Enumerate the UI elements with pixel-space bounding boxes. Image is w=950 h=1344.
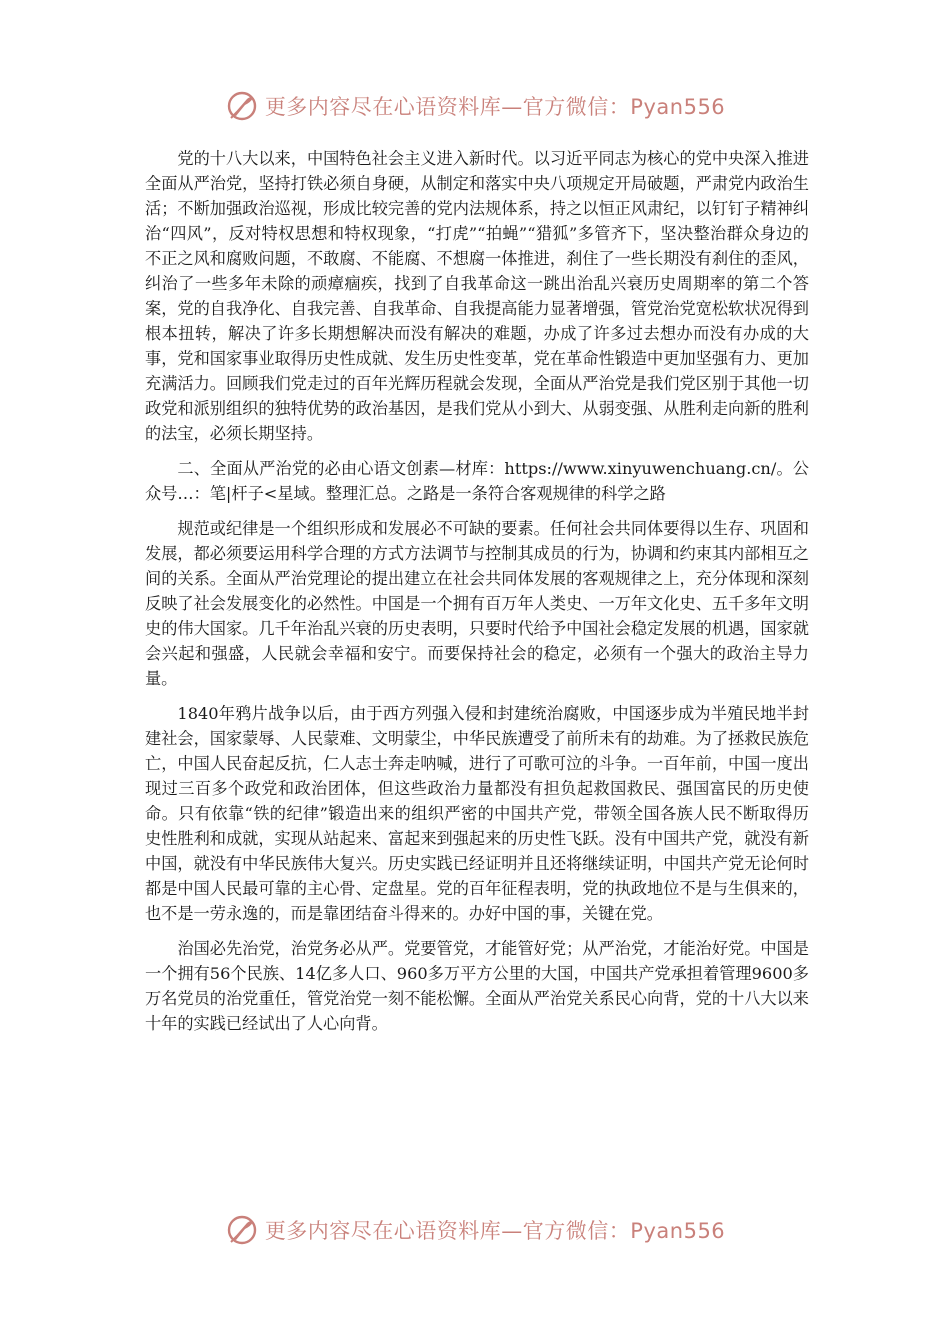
paragraph-2: 规范或纪律是一个组织形成和发展必不可缺的要素。任何社会共同体要得以生存、巩固和发展，都必须要运用科学合理的方式方法调节与控制其成员的行为，协调和约束其内部相互之间的关系。全面从严治党理论的提出建立在社会共同体发展的客观规律之上，充分体现和深刻反映了社会发展变化的必然性。中国是一个拥有百万年人类史、一万年文化史、五千多年文明史的伟大国家。几千年治乱兴衰的历史表明，只要时代给予中国社会稳定发展的机遇，国家就会兴起和强盛，人民就会幸福和安宁。而要保持社会的稳定，必须有一个强大的政治主导力量。 xyxy=(145,519,809,688)
quill-pen-logo-icon xyxy=(225,1213,259,1247)
banner-text: 更多内容尽在心语资料库—官方微信：Pyan556 xyxy=(264,95,726,119)
header-banner xyxy=(0,86,950,126)
banner-text: 更多内容尽在心语资料库—官方微信：Pyan556 xyxy=(264,1219,726,1243)
paragraph-1: 党的十八大以来，中国特色社会主义进入新时代。以习近平同志为核心的党中央深入推进全面从严治党，坚持打铁必须自身硬，从制定和落实中央八项规定开局破题，严肃党内政治生活；不断加强政治巡视，形成比较完善的党内法规体系，持之以恒正风肃纪，以钉钉子精神纠治“四风”，反对特权思想和特权现象，“打虎”“拍蝇”“猎狐”多管齐下，坚决整治群众身边的不正之风和腐败问题，不敢腐、不能腐、不想腐一体推进，刹住了一些长期没有刹住的歪风，纠治了一些多年未除的顽瘴痼疾，找到了自我革命这一跳出治乱兴衰历史周期率的第二个答案，党的自我净化、自我完善、自我革命、自我提高能力显著增强，管党治党宽松软状况得到根本扭转，解决了许多长期想解决而没有解决的难题，办成了许多过去想办而没有办成的大事，党和国家事业取得历史性成就、发生历史性变革，党在革命性锻造中更加坚强有力、更加充满活力。回顾我们党走过的百年光辉历程就会发现，全面从严治党是我们党区别于其他一切政党和派别组织的独特优势的政治基因，是我们党从小到大、从弱变强、从胜利走向新的胜利的法宝，必须长期坚持。 xyxy=(145,149,809,443)
footer-banner xyxy=(0,1210,950,1250)
section-heading: 二、全面从严治党的必由心语文创素—材库：https://www.xinyuwenchuang.cn/。公众号…：笔|杆子<星域。整理汇总。之路是一条符合客观规律的科学之路 xyxy=(145,459,809,503)
quill-pen-logo-icon xyxy=(225,89,259,123)
paragraph-4: 治国必先治党，治党务必从严。党要管党，才能管好党；从严治党，才能治好党。中国是一个拥有56个民族、14亿多人口、960多万平方公里的大国，中国共产党承担着管理9600多万名党员的治党重任，管党治党一刻不能松懈。全面从严治党关系民心向背，党的十八大以来十年的实践已经试出了人心向背。 xyxy=(145,939,809,1033)
document-body xyxy=(145,146,809,1046)
paragraph-3: 1840年鸦片战争以后，由于西方列强入侵和封建统治腐败，中国逐步成为半殖民地半封建社会，国家蒙辱、人民蒙难、文明蒙尘，中华民族遭受了前所未有的劫难。为了拯救民族危亡，中国人民奋起反抗，仁人志士奔走呐喊，进行了可歌可泣的斗争。一百年前，中国一度出现过三百多个政党和政治团体，但这些政治力量都没有担负起救国救民、强国富民的历史使命。只有依靠“铁的纪律”锻造出来的组织严密的中国共产党，带领全国各族人民不断取得历史性胜利和成就，实现从站起来、富起来到强起来的历史性飞跃。没有中国共产党，就没有新中国，就没有中华民族伟大复兴。历史实践已经证明并且还将继续证明，中国共产党无论何时都是中国人民最可靠的主心骨、定盘星。党的百年征程表明，党的执政地位不是与生俱来的，也不是一劳永逸的，而是靠团结奋斗得来的。办好中国的事，关键在党。 xyxy=(145,704,809,923)
